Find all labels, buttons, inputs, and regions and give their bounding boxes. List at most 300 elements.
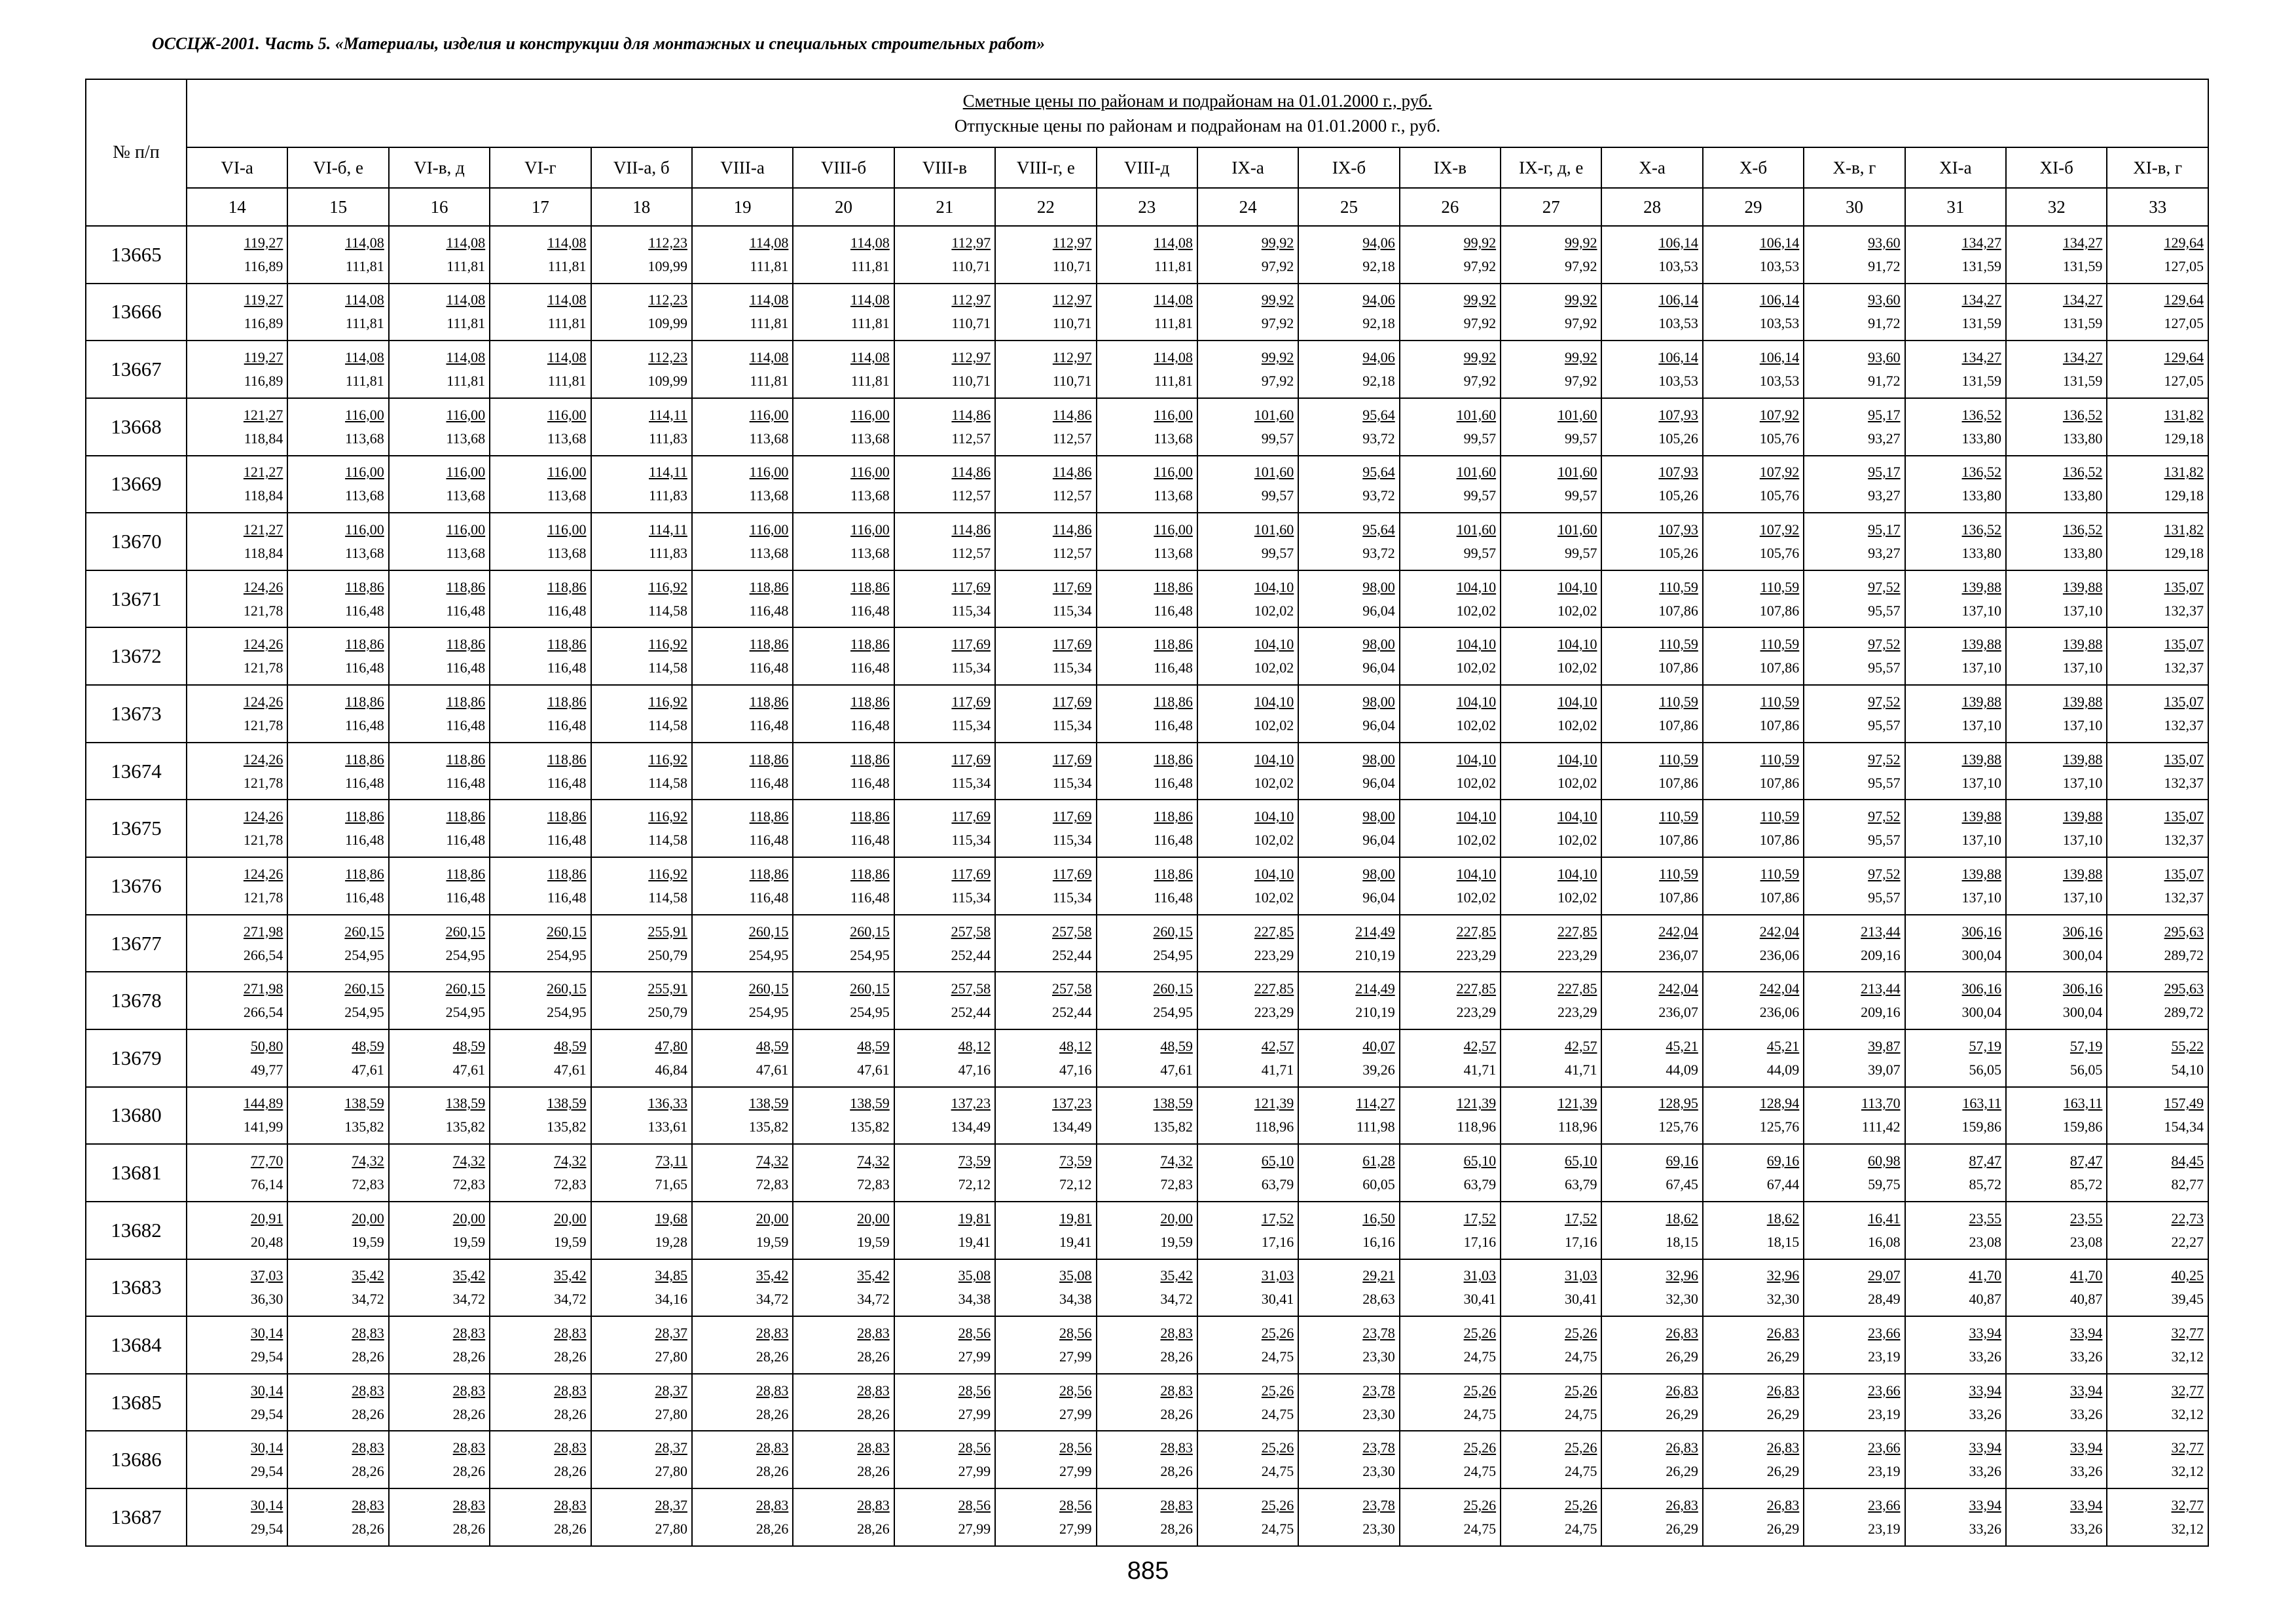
release-price: 113,68 xyxy=(547,545,587,562)
row-number: 13687 xyxy=(86,1488,187,1546)
release-price: 72,12 xyxy=(1059,1176,1092,1193)
estimate-price: 73,59 xyxy=(1059,1153,1092,1170)
estimate-price: 112,23 xyxy=(648,291,687,308)
release-price: 28,26 xyxy=(1160,1463,1193,1480)
price-cell xyxy=(1804,284,1904,341)
district-header: XI-в, г xyxy=(2107,147,2208,188)
release-price: 135,82 xyxy=(547,1118,587,1135)
release-price: 114,58 xyxy=(648,774,687,791)
release-price: 27,99 xyxy=(958,1348,991,1365)
release-price: 32,12 xyxy=(2171,1348,2204,1365)
corner-label: № п/п xyxy=(86,79,187,226)
release-price: 141,99 xyxy=(243,1118,283,1135)
release-price: 63,79 xyxy=(1261,1176,1294,1193)
estimate-price: 20,00 xyxy=(857,1209,890,1227)
estimate-price: 113,70 xyxy=(1861,1095,1901,1112)
estimate-price: 97,52 xyxy=(1868,750,1901,767)
price-cell xyxy=(1804,1259,1904,1317)
estimate-price: 271,98 xyxy=(243,923,283,940)
release-price: 102,02 xyxy=(1456,602,1497,619)
release-price: 97,92 xyxy=(1564,257,1597,274)
release-price: 47,61 xyxy=(756,1061,789,1078)
estimate-price: 121,39 xyxy=(1456,1095,1497,1112)
price-cell xyxy=(389,685,490,743)
row-number: 13666 xyxy=(86,284,187,341)
row-number: 13683 xyxy=(86,1259,187,1317)
price-cell xyxy=(1097,1029,1197,1087)
estimate-price: 42,57 xyxy=(1261,1037,1294,1054)
estimate-price: 114,86 xyxy=(951,406,991,423)
release-price: 112,57 xyxy=(1052,545,1092,562)
release-price: 110,71 xyxy=(951,373,991,390)
release-price: 30,41 xyxy=(1564,1291,1597,1308)
price-cell xyxy=(1703,915,1804,972)
estimate-price: 26,83 xyxy=(1666,1382,1698,1399)
price-cell xyxy=(490,800,591,857)
release-price: 114,58 xyxy=(648,716,687,733)
release-price: 115,34 xyxy=(951,716,991,733)
estimate-price: 118,86 xyxy=(749,578,789,595)
header-line-estimate: Сметные цены по районам и подрайонам на 01.01.2000 г., руб. xyxy=(962,91,1432,111)
price-cell xyxy=(1501,1488,1601,1546)
release-price: 254,95 xyxy=(1153,946,1193,963)
price-cell xyxy=(1703,1488,1804,1546)
release-price: 115,34 xyxy=(1052,832,1092,849)
release-price: 102,02 xyxy=(1254,889,1294,906)
price-cell xyxy=(1905,398,2006,456)
price-cell xyxy=(1501,1259,1601,1317)
release-price: 23,19 xyxy=(1868,1405,1901,1422)
estimate-price: 110,59 xyxy=(1760,636,1800,653)
price-cell xyxy=(1400,915,1501,972)
estimate-price: 118,86 xyxy=(547,750,587,767)
release-price: 26,29 xyxy=(1666,1463,1698,1480)
release-price: 111,81 xyxy=(750,315,789,332)
estimate-price: 101,60 xyxy=(1254,406,1294,423)
release-price: 72,12 xyxy=(958,1176,991,1193)
release-price: 115,34 xyxy=(951,774,991,791)
release-price: 30,41 xyxy=(1463,1291,1497,1308)
release-price: 137,10 xyxy=(1961,659,2002,676)
release-price: 121,78 xyxy=(243,832,283,849)
estimate-price: 101,60 xyxy=(1557,521,1597,538)
price-cell xyxy=(1501,915,1601,972)
price-cell xyxy=(591,341,692,398)
estimate-price: 28,83 xyxy=(1160,1497,1193,1514)
price-cell xyxy=(692,1259,793,1317)
estimate-price: 136,33 xyxy=(647,1095,687,1112)
release-price: 250,79 xyxy=(647,946,687,963)
estimate-price: 30,14 xyxy=(250,1382,283,1399)
estimate-price: 110,59 xyxy=(1760,808,1800,825)
estimate-price: 99,92 xyxy=(1564,234,1597,251)
estimate-price: 74,32 xyxy=(452,1153,486,1170)
price-cell xyxy=(187,1144,287,1202)
row-number: 13672 xyxy=(86,627,187,685)
price-cell xyxy=(1703,972,1804,1029)
release-price: 49,77 xyxy=(250,1061,283,1078)
price-cell xyxy=(1703,685,1804,743)
release-price: 28,26 xyxy=(352,1521,384,1538)
price-cell xyxy=(995,341,1096,398)
price-cell xyxy=(187,226,287,284)
price-cell xyxy=(1298,743,1399,800)
estimate-price: 104,10 xyxy=(1254,750,1294,767)
release-price: 116,48 xyxy=(1154,659,1193,676)
estimate-price: 306,16 xyxy=(2062,980,2103,997)
estimate-price: 104,10 xyxy=(1254,578,1294,595)
price-cell xyxy=(490,1316,591,1374)
price-cell xyxy=(894,226,995,284)
estimate-price: 26,83 xyxy=(1666,1497,1698,1514)
price-cell xyxy=(995,513,1096,570)
price-cell xyxy=(2107,627,2208,685)
release-price: 105,26 xyxy=(1658,487,1698,504)
release-price: 223,29 xyxy=(1557,946,1597,963)
estimate-price: 57,19 xyxy=(2069,1037,2103,1054)
estimate-price: 22,73 xyxy=(2171,1209,2204,1227)
estimate-price: 114,86 xyxy=(951,521,991,538)
estimate-price: 227,85 xyxy=(1254,980,1294,997)
release-price: 223,29 xyxy=(1254,1004,1294,1021)
estimate-price: 28,83 xyxy=(554,1382,587,1399)
release-price: 24,75 xyxy=(1261,1348,1294,1365)
price-cell xyxy=(995,1259,1096,1317)
release-price: 95,57 xyxy=(1868,659,1901,676)
price-cell xyxy=(389,513,490,570)
estimate-price: 118,86 xyxy=(749,693,789,710)
estimate-price: 28,83 xyxy=(756,1382,789,1399)
price-cell xyxy=(1905,226,2006,284)
price-cell xyxy=(1298,685,1399,743)
release-price: 28,26 xyxy=(554,1348,587,1365)
row-number: 13685 xyxy=(86,1374,187,1431)
release-price: 26,29 xyxy=(1666,1348,1698,1365)
price-cell xyxy=(187,972,287,1029)
release-price: 102,02 xyxy=(1254,602,1294,619)
estimate-price: 65,10 xyxy=(1261,1153,1294,1170)
estimate-price: 20,00 xyxy=(352,1209,384,1227)
district-header: IX-б xyxy=(1298,147,1399,188)
district-header: VIII-г, е xyxy=(995,147,1096,188)
release-price: 131,59 xyxy=(2062,373,2103,390)
price-cell xyxy=(995,972,1096,1029)
estimate-price: 25,26 xyxy=(1463,1382,1497,1399)
release-price: 137,10 xyxy=(1961,602,2002,619)
release-price: 93,72 xyxy=(1362,545,1395,562)
release-price: 24,75 xyxy=(1564,1521,1597,1538)
estimate-price: 137,23 xyxy=(1052,1095,1092,1112)
release-price: 116,48 xyxy=(749,602,789,619)
price-cell xyxy=(793,627,894,685)
price-cell xyxy=(1197,857,1298,915)
estimate-price: 134,27 xyxy=(1961,291,2002,308)
price-cell xyxy=(1400,456,1501,513)
price-cell xyxy=(1601,570,1702,628)
estimate-price: 45,21 xyxy=(1766,1037,1800,1054)
price-cell xyxy=(2107,915,2208,972)
price-cell xyxy=(2006,1144,2107,1202)
release-price: 113,68 xyxy=(345,487,384,504)
estimate-price: 30,14 xyxy=(250,1439,283,1456)
price-cell xyxy=(1501,456,1601,513)
price-cell xyxy=(1097,972,1197,1029)
release-price: 34,38 xyxy=(1059,1291,1092,1308)
price-cell xyxy=(1703,800,1804,857)
estimate-price: 242,04 xyxy=(1658,923,1698,940)
estimate-price: 95,64 xyxy=(1362,406,1395,423)
price-cell xyxy=(490,1488,591,1546)
price-cell xyxy=(995,1488,1096,1546)
price-cell xyxy=(490,1202,591,1259)
release-price: 16,16 xyxy=(1362,1233,1395,1250)
price-cell xyxy=(1298,570,1399,628)
release-price: 24,75 xyxy=(1261,1463,1294,1480)
estimate-price: 25,26 xyxy=(1564,1382,1597,1399)
release-price: 109,99 xyxy=(647,257,687,274)
release-price: 97,92 xyxy=(1261,257,1294,274)
price-cell xyxy=(1298,398,1399,456)
table-row xyxy=(86,743,2208,800)
estimate-price: 214,49 xyxy=(1355,980,1395,997)
release-price: 115,34 xyxy=(951,889,991,906)
page-number: 885 xyxy=(1127,1557,1169,1585)
release-price: 76,14 xyxy=(250,1176,283,1193)
estimate-price: 98,00 xyxy=(1362,636,1395,653)
release-price: 33,26 xyxy=(1969,1521,2002,1538)
price-cell xyxy=(1400,1144,1501,1202)
estimate-price: 137,23 xyxy=(951,1095,991,1112)
release-price: 131,59 xyxy=(2062,315,2103,332)
release-price: 107,86 xyxy=(1759,659,1800,676)
estimate-price: 32,96 xyxy=(1766,1267,1800,1284)
estimate-price: 61,28 xyxy=(1362,1153,1395,1170)
release-price: 209,16 xyxy=(1861,946,1901,963)
release-price: 102,02 xyxy=(1456,659,1497,676)
release-price: 33,26 xyxy=(1969,1463,2002,1480)
estimate-price: 104,10 xyxy=(1456,750,1497,767)
estimate-price: 20,91 xyxy=(250,1209,283,1227)
price-cell xyxy=(1197,1488,1298,1546)
release-price: 131,59 xyxy=(2062,257,2103,274)
release-price: 116,48 xyxy=(1154,774,1193,791)
estimate-price: 227,85 xyxy=(1254,923,1294,940)
release-price: 266,54 xyxy=(243,946,283,963)
estimate-price: 135,07 xyxy=(2164,693,2204,710)
estimate-price: 28,83 xyxy=(352,1439,384,1456)
estimate-price: 114,08 xyxy=(345,349,384,366)
release-price: 116,48 xyxy=(850,602,890,619)
price-cell xyxy=(894,1488,995,1546)
price-cell xyxy=(490,1431,591,1488)
release-price: 252,44 xyxy=(951,1004,991,1021)
price-cell xyxy=(1501,627,1601,685)
release-price: 254,95 xyxy=(344,946,384,963)
price-cell xyxy=(894,627,995,685)
estimate-price: 139,88 xyxy=(2062,578,2103,595)
price-cell xyxy=(1703,341,1804,398)
price-cell xyxy=(287,1087,388,1145)
price-cell xyxy=(894,456,995,513)
release-price: 56,05 xyxy=(1969,1061,2002,1078)
release-price: 236,07 xyxy=(1658,946,1698,963)
release-price: 113,68 xyxy=(1154,545,1193,562)
price-cell xyxy=(995,456,1096,513)
estimate-price: 116,00 xyxy=(850,521,890,538)
price-cell xyxy=(1097,284,1197,341)
price-cell xyxy=(1097,226,1197,284)
estimate-price: 33,94 xyxy=(1969,1497,2002,1514)
estimate-price: 306,16 xyxy=(1961,923,2002,940)
price-cell xyxy=(2107,226,2208,284)
release-price: 116,48 xyxy=(446,832,486,849)
estimate-price: 25,26 xyxy=(1261,1439,1294,1456)
price-cell xyxy=(389,743,490,800)
release-price: 17,16 xyxy=(1564,1233,1597,1250)
estimate-price: 112,97 xyxy=(1052,349,1092,366)
estimate-price: 114,27 xyxy=(1356,1095,1395,1112)
release-price: 28,26 xyxy=(352,1405,384,1422)
estimate-price: 227,85 xyxy=(1456,980,1497,997)
price-cell xyxy=(1905,1029,2006,1087)
estimate-price: 18,62 xyxy=(1666,1209,1698,1227)
estimate-price: 98,00 xyxy=(1362,578,1395,595)
estimate-price: 28,56 xyxy=(958,1497,991,1514)
release-price: 23,08 xyxy=(2069,1233,2103,1250)
release-price: 27,99 xyxy=(1059,1463,1092,1480)
estimate-price: 260,15 xyxy=(850,980,890,997)
release-price: 39,07 xyxy=(1868,1061,1901,1078)
price-cell xyxy=(995,1087,1096,1145)
estimate-price: 116,92 xyxy=(648,578,687,595)
estimate-price: 114,11 xyxy=(649,464,687,481)
price-cell xyxy=(1197,341,1298,398)
estimate-price: 117,69 xyxy=(1052,578,1092,595)
estimate-price: 118,86 xyxy=(749,750,789,767)
release-price: 116,48 xyxy=(547,716,587,733)
estimate-price: 136,52 xyxy=(1961,464,2002,481)
release-price: 32,12 xyxy=(2171,1463,2204,1480)
release-price: 28,26 xyxy=(554,1521,587,1538)
price-cell xyxy=(1804,857,1904,915)
estimate-price: 28,56 xyxy=(958,1324,991,1341)
price-cell xyxy=(894,857,995,915)
release-price: 103,53 xyxy=(1658,257,1698,274)
district-header: VII-а, б xyxy=(591,147,692,188)
price-cell xyxy=(389,1144,490,1202)
release-price: 102,02 xyxy=(1557,602,1597,619)
price-cell xyxy=(1905,915,2006,972)
table-row xyxy=(86,456,2208,513)
release-price: 32,12 xyxy=(2171,1405,2204,1422)
release-price: 159,86 xyxy=(1961,1118,2002,1135)
estimate-price: 17,52 xyxy=(1261,1209,1294,1227)
price-cell xyxy=(1298,456,1399,513)
estimate-price: 114,08 xyxy=(446,234,486,251)
estimate-price: 101,60 xyxy=(1254,521,1294,538)
release-price: 116,48 xyxy=(547,832,587,849)
release-price: 23,19 xyxy=(1868,1463,1901,1480)
release-price: 28,26 xyxy=(1160,1348,1193,1365)
table-row xyxy=(86,1316,2208,1374)
release-price: 72,83 xyxy=(756,1176,789,1193)
column-number: 33 xyxy=(2107,188,2208,226)
price-cell xyxy=(591,743,692,800)
price-cell xyxy=(187,857,287,915)
price-cell xyxy=(692,972,793,1029)
estimate-price: 101,60 xyxy=(1456,406,1497,423)
estimate-price: 95,17 xyxy=(1868,521,1901,538)
estimate-price: 118,86 xyxy=(850,636,890,653)
price-cell xyxy=(1197,627,1298,685)
estimate-price: 116,92 xyxy=(648,750,687,767)
district-header: VI-в, д xyxy=(389,147,490,188)
estimate-price: 106,14 xyxy=(1759,291,1800,308)
price-cell xyxy=(591,226,692,284)
price-cell xyxy=(490,456,591,513)
price-cell xyxy=(1804,743,1904,800)
price-cell xyxy=(1703,226,1804,284)
estimate-price: 114,86 xyxy=(951,464,991,481)
price-cell xyxy=(692,857,793,915)
release-price: 97,92 xyxy=(1463,257,1497,274)
release-price: 34,16 xyxy=(655,1291,687,1308)
estimate-price: 118,86 xyxy=(345,636,384,653)
price-cell xyxy=(187,1029,287,1087)
price-cell xyxy=(490,685,591,743)
release-price: 289,72 xyxy=(2164,946,2204,963)
estimate-price: 118,86 xyxy=(345,693,384,710)
price-cell xyxy=(894,341,995,398)
table-row xyxy=(86,513,2208,570)
estimate-price: 23,66 xyxy=(1868,1497,1901,1514)
price-cell xyxy=(389,398,490,456)
release-price: 116,48 xyxy=(850,832,890,849)
release-price: 24,75 xyxy=(1564,1405,1597,1422)
estimate-price: 23,66 xyxy=(1868,1324,1901,1341)
release-price: 63,79 xyxy=(1564,1176,1597,1193)
price-cell xyxy=(894,1374,995,1431)
estimate-price: 28,56 xyxy=(1059,1497,1092,1514)
release-price: 105,76 xyxy=(1759,487,1800,504)
release-price: 116,48 xyxy=(749,889,789,906)
price-cell xyxy=(591,1202,692,1259)
price-cell xyxy=(793,972,894,1029)
price-cell xyxy=(1601,743,1702,800)
row-number: 13677 xyxy=(86,915,187,972)
estimate-price: 74,32 xyxy=(857,1153,890,1170)
estimate-price: 55,22 xyxy=(2171,1037,2204,1054)
release-price: 29,54 xyxy=(250,1521,283,1538)
estimate-price: 28,83 xyxy=(554,1324,587,1341)
estimate-price: 99,92 xyxy=(1463,349,1497,366)
price-cell xyxy=(793,857,894,915)
price-cell xyxy=(1298,1144,1399,1202)
estimate-price: 116,00 xyxy=(749,521,789,538)
estimate-price: 118,86 xyxy=(749,636,789,653)
price-cell xyxy=(793,1029,894,1087)
release-price: 97,92 xyxy=(1261,373,1294,390)
release-price: 27,99 xyxy=(958,1405,991,1422)
release-price: 91,72 xyxy=(1868,257,1901,274)
release-price: 132,37 xyxy=(2164,774,2204,791)
estimate-price: 117,69 xyxy=(1052,693,1092,710)
release-price: 115,34 xyxy=(951,832,991,849)
price-cell xyxy=(1905,685,2006,743)
estimate-price: 39,87 xyxy=(1868,1037,1901,1054)
price-cell xyxy=(2006,513,2107,570)
estimate-price: 32,77 xyxy=(2171,1497,2204,1514)
